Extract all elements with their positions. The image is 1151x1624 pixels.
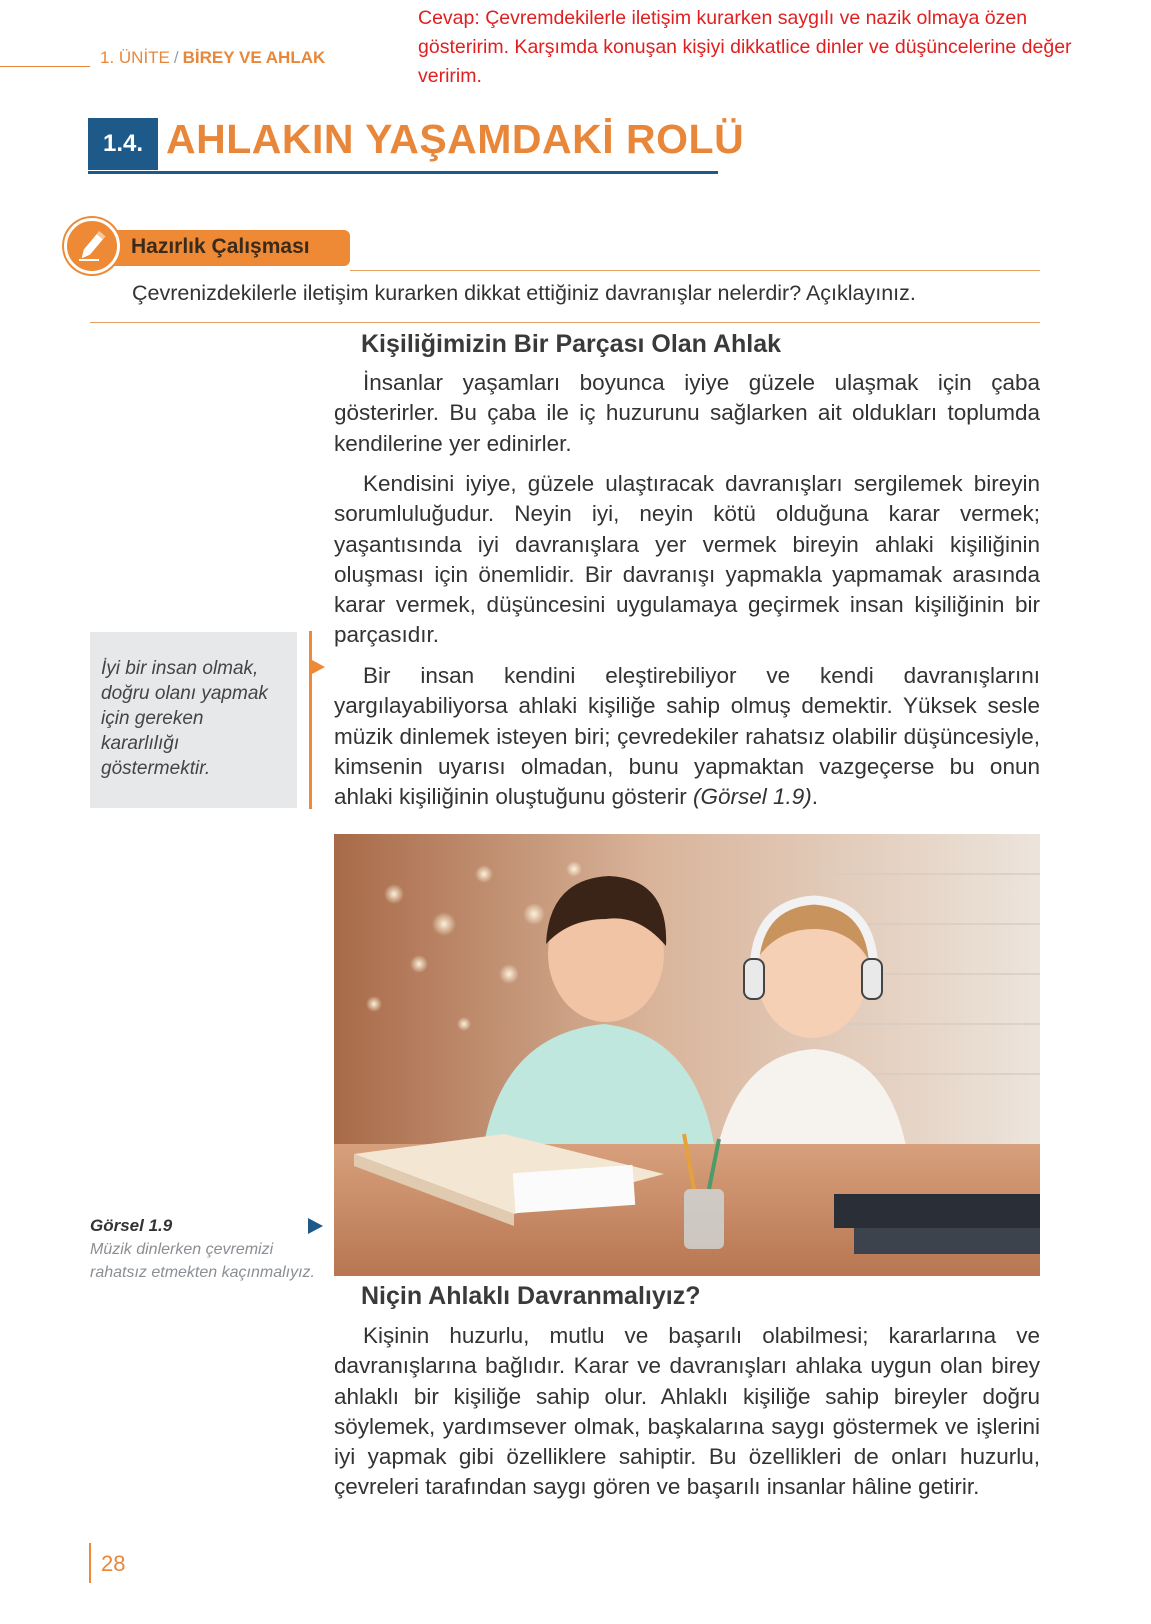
answer-note: Cevap: Çevremdekilerle iletişim kurarken saygılı ve nazik olmaya özen gösteririm. Karşımda konuşan kişiyi dikkatlice dinler ve düşüncelerine değer veririm.	[418, 7, 1072, 87]
section-title: AHLAKIN YAŞAMDAKİ ROLÜ	[166, 116, 745, 162]
paragraph-3	[334, 661, 1040, 812]
caption-arrow-icon	[308, 1218, 323, 1234]
page-number: 28	[101, 1551, 126, 1576]
section-title-underline	[88, 171, 718, 174]
figure-reference: (Görsel 1.9)	[692, 784, 812, 810]
page-number-bar	[89, 1543, 91, 1583]
preparation-question: Çevrenizdekilerle iletişim kurarken dikkat ettiğiniz davranışlar nelerdir? Açıklayınız.	[132, 281, 916, 305]
unit-label: 1. ÜNİTE	[100, 48, 170, 67]
side-note-arrow-icon	[312, 660, 325, 674]
preparation-icon-badge	[64, 218, 120, 274]
unit-separator: /	[173, 48, 179, 67]
paragraph-3-text: Bir insan kendini eleştirebiliyor ve kendi davranışlarını yargılayabiliyorsa ahlaki kişiliğe sahip olmuş demektir. Yüksek sesle müzik dinlemek isteyen biri; çevredekiler rahatsız olabilir düşüncesiyle, kimsenin uyarısı olmadan, bunu yapmaktan vazgeçerse bu onun ahlaki kişiliğinin oluştuğunu gösterir	[334, 663, 1040, 810]
pencil-icon	[67, 221, 117, 271]
figure-title: Görsel 1.9	[90, 1216, 173, 1235]
side-note-bar	[309, 631, 312, 809]
paragraph-3-end: .	[811, 784, 819, 810]
section-number: 1.4.	[88, 118, 158, 170]
preparation-rule-top	[350, 270, 1040, 271]
preparation-label: Hazırlık Çalışması	[131, 235, 310, 258]
figure-photo	[334, 834, 1040, 1276]
unit-breadcrumb	[100, 48, 325, 68]
heading-kisilik: Kişiliğimizin Bir Parçası Olan Ahlak	[361, 330, 782, 358]
heading-nicin: Niçin Ahlaklı Davranmalıyız?	[361, 1282, 701, 1310]
side-note-text: İyi bir insan olmak, doğru olanı yapmak için gereken kararlılığı göstermektir.	[101, 658, 268, 779]
paragraph-4: Kişinin huzurlu, mutlu ve başarılı olabilmesi; kararlarına ve davranışlarına bağlıdır. Karar ve davranışları ahlaka uygun olan birey ahlaklı bir kişiliğe sahip olur. Ahlaklı kişiliğe sahip bireyler doğru söylemek, yardımsever olmak, başkalarına saygı göstermek ve işlerini iyi yapmak gibi özelliklere sahiptir. Bu özellikleri de onları huzurlu, çevreleri tarafından saygı gören ve başarılı insanlar hâline getirir.	[334, 1323, 1040, 1500]
paragraph-1: İnsanlar yaşamları boyunca iyiye güzele ulaşmak için çaba gösterirler. Bu çaba ile iç huzurunu sağlarken ait oldukları toplumda kendilerine yer edinirler.	[334, 370, 1040, 456]
unit-name: BİREY VE AHLAK	[182, 48, 326, 67]
paragraph-2: Kendisini iyiye, güzele ulaştıracak davranışları sergilemek bireyin sorumluluğudur. Neyin iyi, neyin kötü olduğuna karar vermek; yaşantısında iyi davranışlara yer vermek bireyin ahlaki kişiliğinin oluşması için önemlidir. Bir davranışı yapmakla yapmamak arasında karar vermek, düşüncesini uygulamaya geçirmek insan kişiliğinin bir parçasıdır.	[334, 471, 1040, 648]
header-rule	[0, 66, 90, 67]
children-studying-illustration	[334, 834, 1040, 1276]
preparation-rule-bottom	[90, 322, 1040, 323]
figure-caption: Müzik dinlerken çevremizi rahatsız etmekten kaçınmalıyız.	[90, 1241, 315, 1281]
